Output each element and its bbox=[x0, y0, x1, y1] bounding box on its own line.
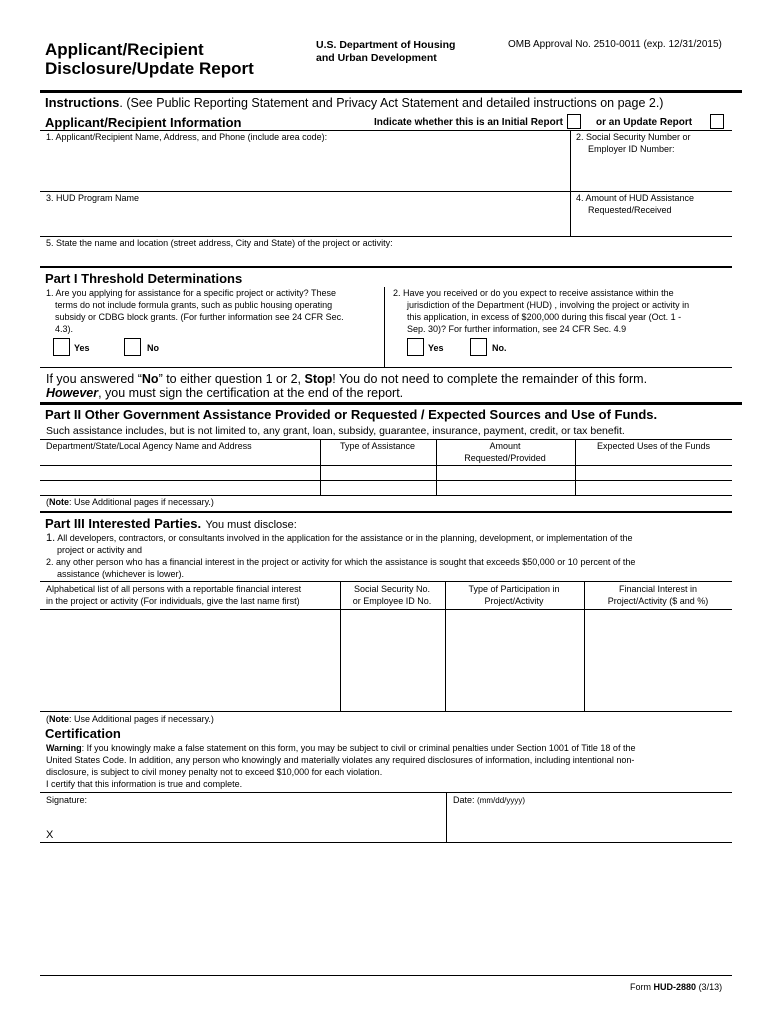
part1-q2-line1: 2. Have you received or do you expect to receive assistance within the bbox=[393, 288, 674, 298]
initial-report-checkbox[interactable] bbox=[567, 114, 581, 129]
header-rule bbox=[40, 90, 742, 93]
applicant-info-heading: Applicant/Recipient Information bbox=[45, 115, 242, 130]
rule bbox=[40, 191, 732, 192]
part3-col2-header-line2: or Employee ID No. bbox=[352, 596, 432, 606]
field1-label: 1. Applicant/Recipient Name, Address, and Phone (include area code): bbox=[46, 132, 328, 142]
part2-subtext: Such assistance includes, but is not limited to, any grant, loan, subsidy, guarantee, insurance, payment, credit, or tax benefit. bbox=[46, 425, 625, 437]
part3-item2: 2. any other person who has a financial interest in the project or activity for which the assistance is sought that exceeds $50,000 or 10 percent of the bbox=[46, 557, 636, 567]
table-row bbox=[40, 495, 732, 496]
footer-rule bbox=[40, 975, 732, 976]
instructions-text: . (See Public Reporting Statement and Privacy Act Statement and detailed instructions on page 2.) bbox=[119, 96, 664, 110]
part3-item2-line1: any other person who has a financial interest in the project or activity for which the assistance is sought that exceeds $50,000 or 10 percent of the bbox=[56, 557, 636, 567]
note-text: : Use Additional pages if necessary.) bbox=[69, 714, 214, 724]
part3-heading-line bbox=[45, 515, 297, 533]
certification-heading: Certification bbox=[45, 726, 121, 741]
form-title-line2: Disclosure/Update Report bbox=[45, 59, 254, 78]
instructions-label: Instructions bbox=[45, 95, 120, 110]
hud-dept-line1: U.S. Department of Housing bbox=[316, 39, 456, 51]
date-label: Date: bbox=[453, 795, 475, 805]
stop-notice-line2 bbox=[46, 386, 403, 401]
field3-label: 3. HUD Program Name bbox=[46, 193, 140, 203]
q1-yes-label: Yes bbox=[74, 343, 90, 353]
q2-yes-checkbox[interactable] bbox=[407, 338, 424, 356]
part3-must: You must disclose: bbox=[205, 519, 297, 531]
stop-text-no: No bbox=[141, 372, 159, 386]
part3-heading: Part III Interested Parties. bbox=[45, 516, 202, 531]
field2-label-line1: 2. Social Security Number or bbox=[576, 132, 691, 142]
form-label: Form bbox=[630, 982, 651, 992]
divider bbox=[384, 287, 385, 367]
rule bbox=[40, 792, 732, 793]
rule bbox=[40, 581, 732, 582]
date-format-hint: (mm/dd/yyyy) bbox=[477, 796, 526, 805]
initial-report-label: Indicate whether this is an Initial Report bbox=[374, 117, 563, 128]
part1-q2-line2: jurisdiction of the Department (HUD) , involving the project or activity in bbox=[407, 300, 690, 310]
part3-item1: 1. All developers, contractors, or consultants involved in the application for the assistance or in the planning, development, or implementation of the bbox=[46, 532, 633, 544]
rule bbox=[40, 266, 732, 268]
warning-text-1: : If you knowingly make a false statement on this form, you may be subject to civil or criminal penalties under Section 1001 of Title 18 of the bbox=[81, 743, 636, 753]
stop-notice-line1 bbox=[46, 372, 647, 387]
q2-yes-label: Yes bbox=[428, 343, 444, 353]
signature-field[interactable] bbox=[46, 806, 441, 842]
part2-col3-header-line2: Requested/Provided bbox=[464, 453, 546, 463]
warning-line2: United States Code. In addition, any person who knowingly and materially violates any required disclosures of information, including intentional non- bbox=[46, 755, 635, 765]
stop-text-c: ! You do not need to complete the remainder of this form. bbox=[332, 372, 648, 386]
stop-text-a: If you answered “ bbox=[46, 372, 142, 386]
certify-statement: I certify that this information is true and complete. bbox=[46, 779, 243, 789]
table-row bbox=[40, 480, 732, 481]
warning-label: Warning bbox=[46, 743, 82, 753]
rule bbox=[40, 130, 732, 131]
part3-item1-line2: project or activity and bbox=[57, 545, 143, 555]
note-text: : Use Additional pages if necessary.) bbox=[69, 497, 214, 507]
rule bbox=[40, 236, 732, 237]
rule bbox=[40, 842, 732, 843]
field4-label-line2: Requested/Received bbox=[588, 205, 672, 215]
part3-col3-header-line1: Type of Participation in bbox=[468, 584, 560, 594]
part3-col1-header-line1: Alphabetical list of all persons with a reportable financial interest bbox=[46, 584, 302, 594]
part1-q1-line4: 4.3). bbox=[55, 324, 74, 334]
divider bbox=[584, 581, 585, 711]
divider bbox=[575, 439, 576, 495]
part1-q1-line3: subsidy or CDBG block grants. (For further information see 24 CFR Sec. bbox=[55, 312, 344, 322]
date-label-line bbox=[453, 795, 525, 806]
table-row bbox=[40, 465, 732, 466]
form-date: (3/13) bbox=[698, 982, 723, 992]
stop-text-however: However bbox=[46, 386, 99, 400]
part3-col4-header-line2: Project/Activity ($ and %) bbox=[607, 596, 709, 606]
part1-q2-line3: this application, in excess of $200,000 during this fiscal year (Oct. 1 - bbox=[407, 312, 682, 322]
rule bbox=[40, 511, 732, 513]
divider bbox=[445, 581, 446, 711]
part2-col4-header: Expected Uses of the Funds bbox=[596, 441, 711, 451]
instructions bbox=[45, 95, 663, 111]
part2-col1-header: Department/State/Local Agency Name and Address bbox=[46, 441, 252, 451]
update-report-label: or an Update Report bbox=[596, 117, 693, 128]
rule bbox=[40, 439, 732, 440]
note-label: Note bbox=[49, 497, 69, 507]
warning-line3: disclosure, is subject to civil money penalty not to exceed $10,000 for each violation. bbox=[46, 767, 383, 777]
part3-note: (Note: Use Additional pages if necessary.) bbox=[46, 714, 214, 724]
divider bbox=[436, 439, 437, 495]
part2-col3-header-line1: Amount bbox=[489, 441, 521, 451]
field2-label-line2: Employer ID Number: bbox=[588, 144, 675, 154]
signature-label: Signature: bbox=[46, 795, 88, 805]
part3-item1-line1: All developers, contractors, or consultants involved in the application for the assistance or in the planning, development, or implementation of the bbox=[57, 533, 633, 543]
form-number-line bbox=[630, 982, 722, 993]
q1-yes-checkbox[interactable] bbox=[53, 338, 70, 356]
part3-col4-header-line1: Financial Interest in bbox=[618, 584, 698, 594]
part2-note: (Note: Use Additional pages if necessary.) bbox=[46, 497, 214, 507]
part3-item2-line2: assistance (whichever is lower). bbox=[57, 569, 185, 579]
warning-line1 bbox=[46, 743, 635, 754]
hud-dept-line2: and Urban Development bbox=[316, 52, 437, 64]
rule bbox=[40, 609, 732, 610]
part2-heading: Part II Other Government Assistance Provided or Requested / Expected Sources and Use of Funds. bbox=[45, 407, 658, 422]
q2-no-label: No. bbox=[492, 343, 507, 353]
rule bbox=[40, 367, 732, 368]
form-number: HUD-2880 bbox=[653, 982, 697, 992]
applicant-name-address-input[interactable] bbox=[46, 146, 566, 190]
divider bbox=[570, 130, 571, 236]
field4-label-line1: 4. Amount of HUD Assistance bbox=[576, 193, 695, 203]
q1-no-checkbox[interactable] bbox=[124, 338, 141, 356]
q1-no-label: No bbox=[147, 343, 159, 353]
part2-col2-header: Type of Assistance bbox=[339, 441, 416, 451]
stop-text-stop: Stop bbox=[304, 372, 333, 386]
divider bbox=[320, 439, 321, 495]
part3-col1-header-line2: in the project or activity (For individuals, give the last name first) bbox=[46, 596, 300, 606]
part3-col2-header-line1: Social Security No. bbox=[353, 584, 431, 594]
divider bbox=[340, 581, 341, 711]
rule bbox=[40, 711, 732, 712]
form-title-line1: Applicant/Recipient bbox=[45, 40, 204, 59]
date-input[interactable] bbox=[452, 808, 730, 840]
q2-no-checkbox[interactable] bbox=[470, 338, 487, 356]
divider bbox=[446, 792, 447, 842]
omb-approval: OMB Approval No. 2510-0011 (exp. 12/31/2015) bbox=[508, 39, 722, 50]
part1-heading: Part I Threshold Determinations bbox=[45, 271, 243, 286]
note-label: Note bbox=[49, 714, 69, 724]
update-report-checkbox[interactable] bbox=[710, 114, 724, 129]
stop-text-rest: , you must sign the certification at the end of the report. bbox=[98, 386, 404, 400]
field5-label: 5. State the name and location (street address, City and State) of the project or activity: bbox=[46, 238, 393, 248]
part1-q1-line1: 1. Are you applying for assistance for a specific project or activity? These bbox=[46, 288, 336, 298]
signature-x: X bbox=[46, 829, 54, 841]
stop-text-b: ” to either question 1 or 2, bbox=[158, 372, 305, 386]
rule bbox=[40, 402, 742, 405]
part3-col3-header-line2: Project/Activity bbox=[484, 596, 544, 606]
part1-q1-line2: terms do not include formula grants, such as public housing operating bbox=[55, 300, 333, 310]
part1-q2-line4: Sep. 30)? For further information, see 24 CFR Sec. 4.9 bbox=[407, 324, 627, 334]
